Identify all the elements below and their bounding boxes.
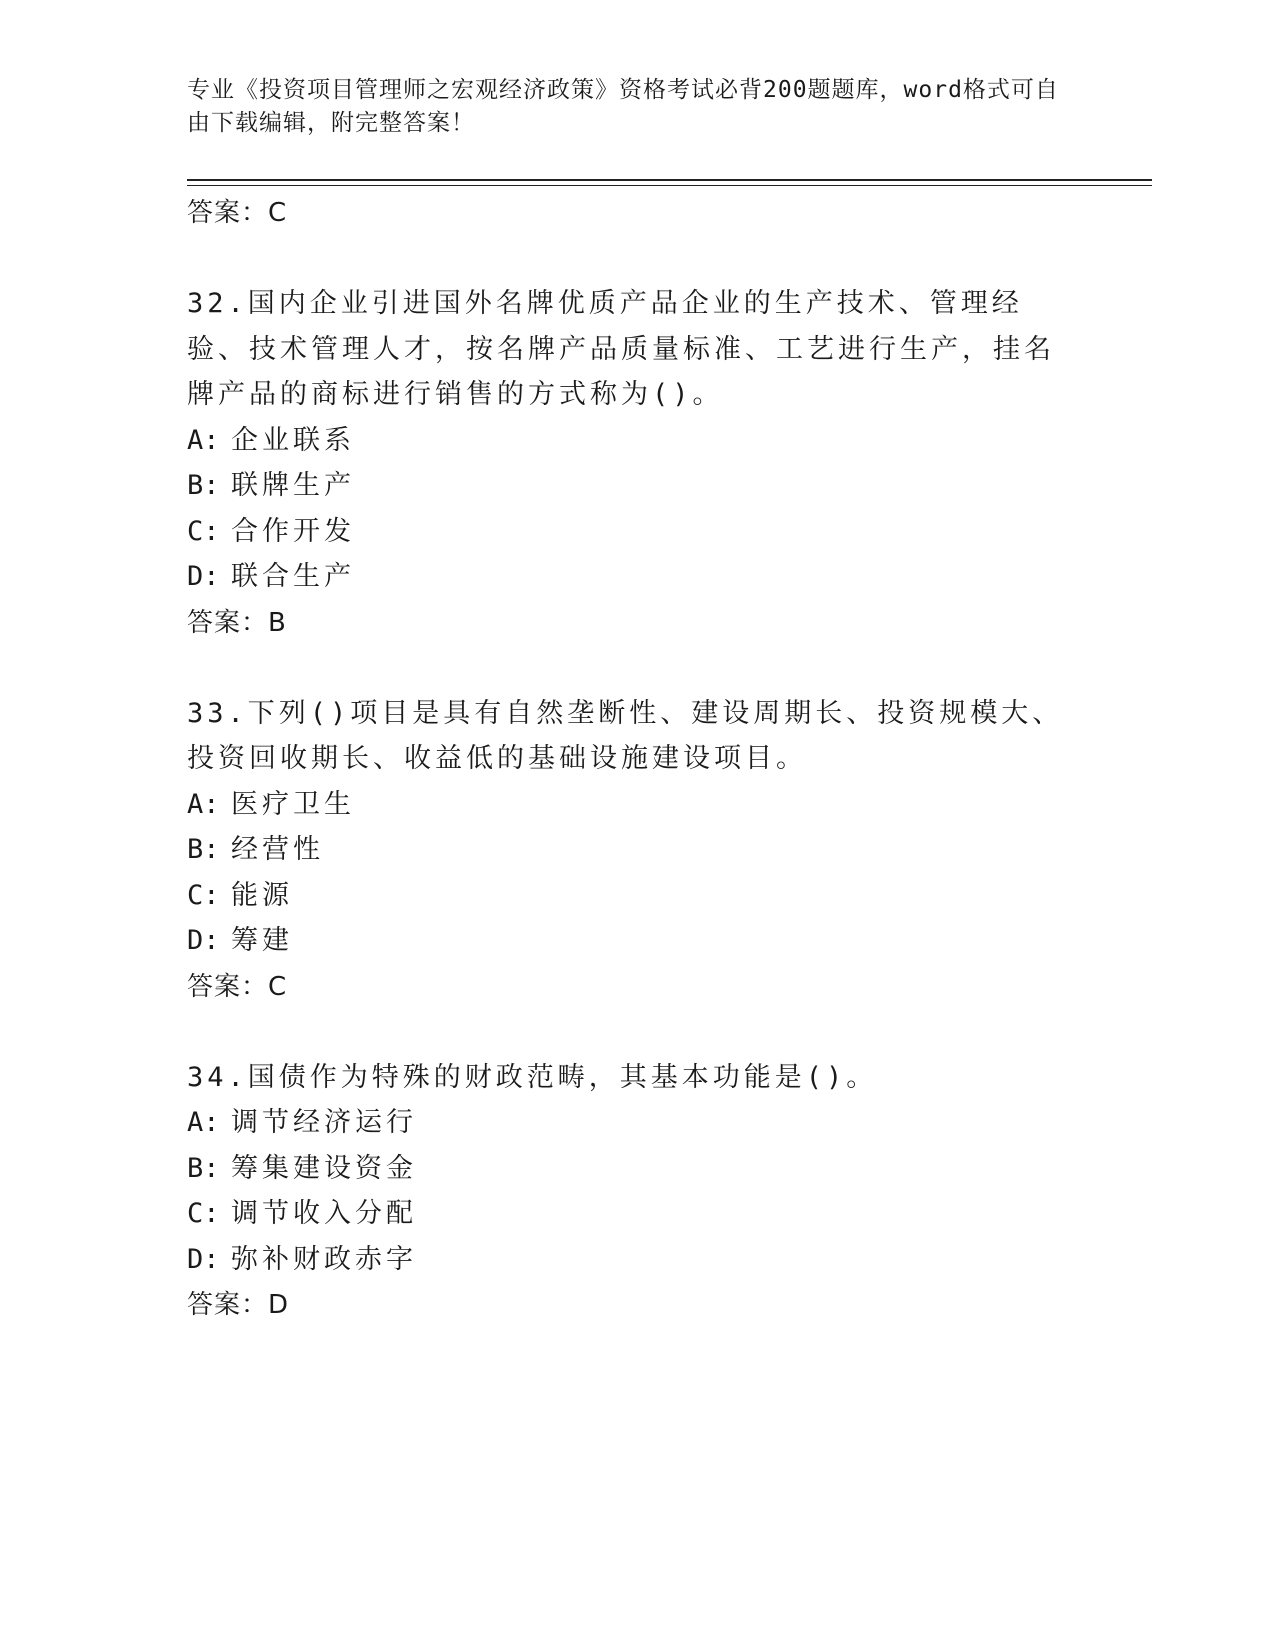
header-rule-thick [187, 179, 1152, 181]
option-key: B: [187, 470, 220, 501]
spacer [187, 236, 1077, 281]
option-key: A: [187, 1107, 220, 1138]
option-key: B: [187, 834, 220, 865]
option-key: A: [187, 788, 220, 820]
option-a [187, 1100, 1077, 1146]
option-text: 医疗卫生 [231, 788, 355, 820]
question-text: 32.国内企业引进国外名牌优质产品企业的生产技术、管理经验、技术管理人才，按名牌产品质量标准、工艺进行生产，挂名牌产品的商标进行销售的方式称为()。 [187, 288, 1055, 410]
option-text: 调节收入分配 [231, 1198, 417, 1229]
option-text: 联合生产 [231, 561, 355, 592]
option-key: B: [187, 1152, 220, 1184]
option-d [187, 918, 1077, 964]
option-key: D: [187, 1243, 220, 1275]
header-rule-thin [187, 185, 1152, 186]
spacer [187, 1010, 1077, 1055]
option-a [187, 418, 1077, 464]
option-text: 联牌生产 [231, 470, 355, 501]
question-list [187, 190, 1077, 1328]
option-c [187, 509, 1077, 555]
option-text: 经营性 [231, 834, 324, 865]
option-text: 能源 [231, 879, 293, 911]
spacer [187, 646, 1077, 691]
option-c [187, 1191, 1077, 1237]
question-answer: 答案：C [187, 971, 288, 1002]
option-text: 筹集建设资金 [231, 1152, 417, 1184]
question-34 [187, 1055, 1077, 1329]
option-key: C: [187, 515, 220, 547]
option-text: 合作开发 [231, 515, 355, 547]
option-key: A: [187, 424, 220, 456]
option-b [187, 827, 1077, 873]
option-text: 弥补财政赤字 [231, 1243, 417, 1275]
question-text: 33.下列()项目是具有自然垄断性、建设周期长、投资规模大、投资回收期长、收益低的基础设施建设项目。 [187, 697, 1064, 774]
question-32 [187, 281, 1077, 646]
question-answer: 答案：D [187, 1290, 290, 1320]
previous-answer: 答案：C [187, 198, 288, 228]
option-key: D: [187, 925, 220, 956]
option-key: C: [187, 1198, 220, 1229]
option-key: C: [187, 879, 220, 911]
document-header: 专业《投资项目管理师之宏观经济政策》资格考试必背200题题库，word格式可自由下载编辑，附完整答案！ [187, 77, 1059, 136]
option-c [187, 873, 1077, 919]
option-text: 企业联系 [231, 424, 355, 456]
option-text: 调节经济运行 [231, 1107, 417, 1138]
option-text: 筹建 [231, 925, 293, 956]
option-d [187, 1237, 1077, 1283]
option-b [187, 1146, 1077, 1192]
option-key: D: [187, 561, 220, 592]
option-b [187, 463, 1077, 509]
question-answer: 答案：B [187, 607, 287, 638]
question-text: 34.国债作为特殊的财政范畴，其基本功能是()。 [187, 1061, 878, 1093]
option-a [187, 782, 1077, 828]
question-33 [187, 691, 1077, 1010]
option-d [187, 554, 1077, 600]
